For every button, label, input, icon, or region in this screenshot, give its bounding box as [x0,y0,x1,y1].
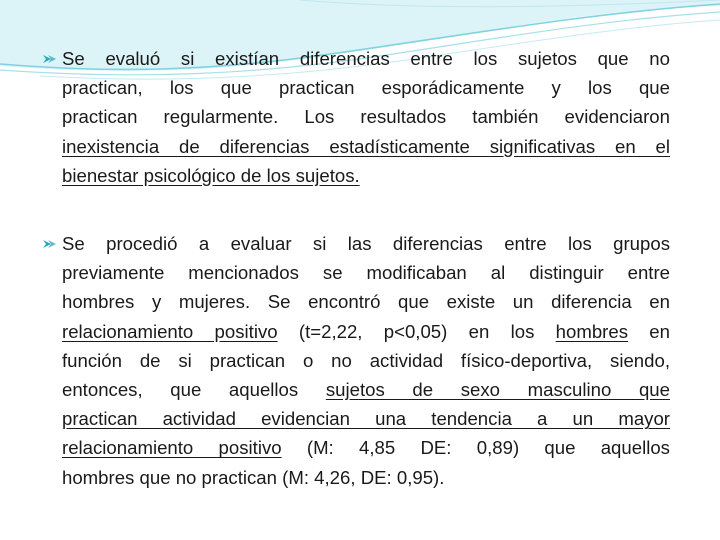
text-line [62,287,670,316]
text-segment: Se evaluó si existían diferencias entre los sujetos que no [62,48,670,69]
text-segment: hombres que no practican (M: 4,26, DE: 0,95). [62,466,445,488]
text-line [62,433,670,462]
text-segment: entonces, que aquellos [62,379,326,401]
paragraph-evaluation [62,44,670,190]
underlined-text: relacionamiento positivo [62,320,278,342]
underlined-text: inexistencia de diferencias estadísticamente significativas en el [62,135,670,157]
text-line [62,375,670,404]
text-line [62,317,670,346]
text-line [62,346,670,375]
underlined-text: relacionamiento positivo [62,437,282,459]
text-segment: (M: 4,85 DE: 0,89) que aquellos [281,437,670,459]
underlined-text: sujetos de sexo masculino que [325,379,670,401]
text-line [62,73,670,102]
underlined-text: practican actividad evidencian una tendencia a un mayor [62,408,670,430]
text-segment: hombres y mujeres. Se encontró que existe un diferencia en [62,291,670,313]
text-line [62,161,670,190]
text-line [62,44,670,73]
text-line [62,258,670,287]
text-line [62,463,670,492]
text-segment: practican, los que practican esporádicamente y los que [62,77,670,99]
arrow-bullet-icon [42,238,58,250]
paragraph-gender-analysis [62,229,670,492]
text-segment: practican regularmente. Los resultados también evidenciaron [62,106,670,128]
text-line [62,229,670,258]
text-segment: en [628,320,670,342]
text-segment: función de si practican o no actividad físico-deportiva, siendo, [62,349,670,371]
text-line [62,404,670,433]
text-line [62,132,670,161]
text-segment: (t=2,22, p<0,05) en los [277,320,556,342]
text-segment: Se procedió a evaluar si las diferencias entre los grupos [62,233,670,254]
underlined-text: hombres [555,320,629,342]
text-line [62,102,670,131]
arrow-bullet-icon [42,53,58,65]
text-segment: previamente mencionados se modificaban al distinguir entre [62,262,670,284]
underlined-text: bienestar psicológico de los sujetos. [62,164,360,186]
